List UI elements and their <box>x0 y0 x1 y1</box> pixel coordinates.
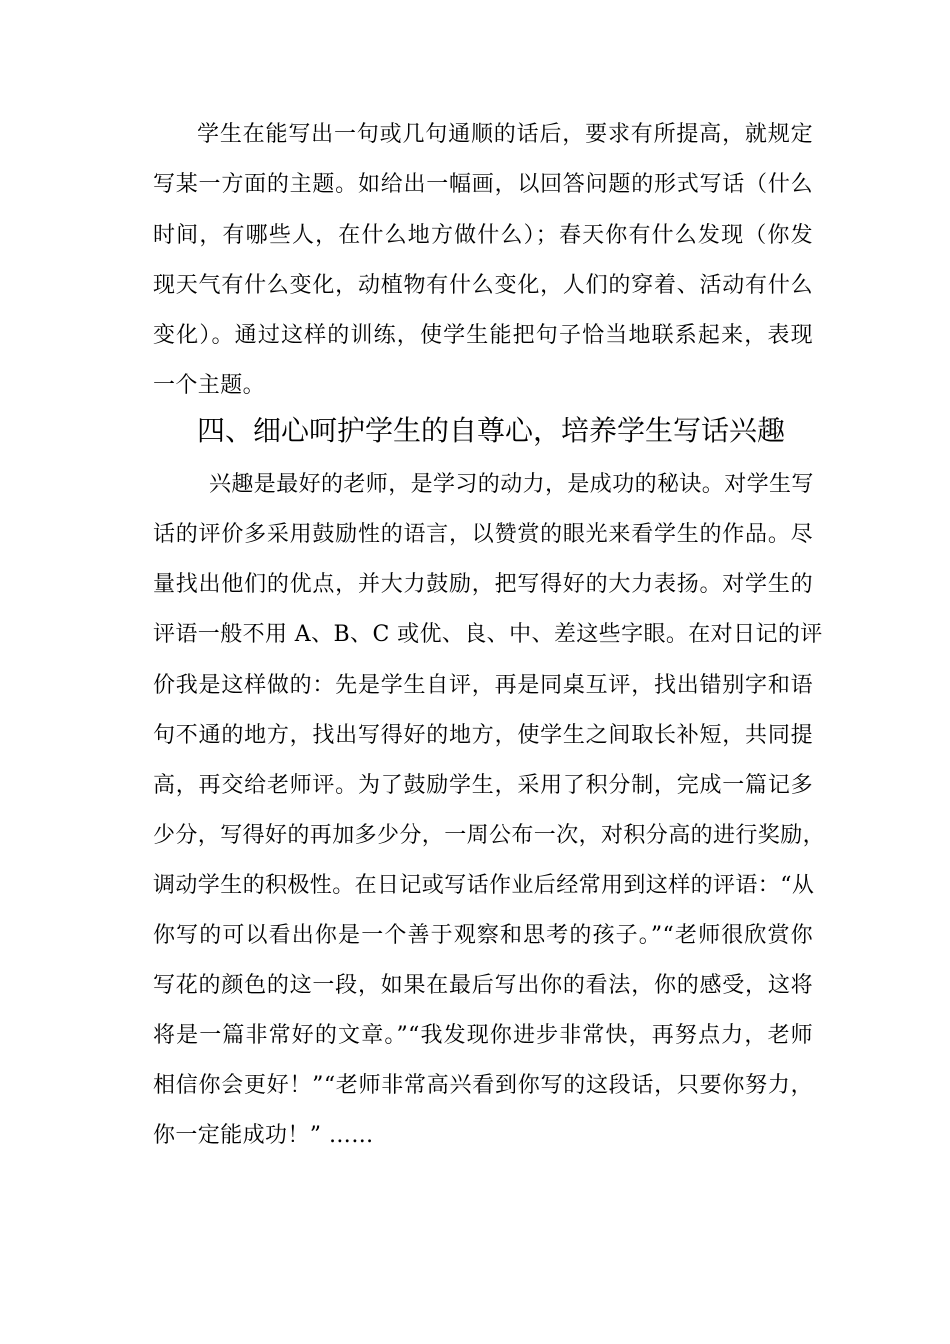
paragraph-2-line-14: 你一定能成功！” …… <box>153 1123 374 1148</box>
section-heading: 四、细心呵护学生的自尊心，培养学生写话兴趣 <box>197 414 786 447</box>
paragraph-2-line-2: 话的评价多采用鼓励性的语言，以赞赏的眼光来看学生的作品。尽 <box>153 522 813 547</box>
paragraph-2-line-13: 相信你会更好！”“老师非常高兴看到你写的这段话，只要你努力， <box>153 1073 813 1098</box>
paragraph-2-line-11: 写花的颜色的这一段，如果在最后写出你的看法，你的感受，这将 <box>153 973 813 998</box>
paragraph-1-line-1: 学生在能写出一句或几句通顺的话后，要求有所提高，就规定 <box>197 122 813 147</box>
paragraph-2-line-10: 你写的可以看出你是一个善于观察和思考的孩子。”“老师很欣赏你 <box>153 923 813 948</box>
paragraph-2-line-5: 价我是这样做的：先是学生自评，再是同桌互评，找出错别字和语 <box>153 673 813 698</box>
paragraph-2-line-9: 调动学生的积极性。在日记或写话作业后经常用到这样的评语：“从 <box>153 873 815 898</box>
paragraph-1-line-2: 写某一方面的主题。如给出一幅画，以回答问题的形式写话（什么 <box>153 172 813 197</box>
paragraph-2-line-7: 高，再交给老师评。为了鼓励学生，采用了积分制，完成一篇记多 <box>153 773 813 798</box>
paragraph-1-line-3: 时间，有哪些人，在什么地方做什么）；春天你有什么发现（你发 <box>153 223 813 248</box>
paragraph-2-line-1: 兴趣是最好的老师，是学习的动力，是成功的秘诀。对学生写 <box>209 472 814 497</box>
paragraph-2-line-4: 评语一般不用 A、B、C 或优、良、中、差这些字眼。在对日记的评 <box>153 622 823 647</box>
paragraph-2-line-12: 将是一篇非常好的文章。”“我发现你进步非常快，再努点力，老师 <box>153 1023 813 1048</box>
paragraph-2-line-8: 少分，写得好的再加多少分，一周公布一次，对积分高的进行奖励， <box>153 823 826 848</box>
paragraph-1-line-6: 一个主题。 <box>153 373 266 398</box>
paragraph-2-line-3: 量找出他们的优点，并大力鼓励，把写得好的大力表扬。对学生的 <box>153 572 813 597</box>
paragraph-2-line-6: 句不通的地方，找出写得好的地方，使学生之间取长补短，共同提 <box>153 723 813 748</box>
paragraph-1-line-4: 现天气有什么变化，动植物有什么变化，人们的穿着、活动有什么 <box>153 273 813 298</box>
paragraph-1-line-5: 变化）。通过这样的训练，使学生能把句子恰当地联系起来，表现 <box>153 323 813 348</box>
